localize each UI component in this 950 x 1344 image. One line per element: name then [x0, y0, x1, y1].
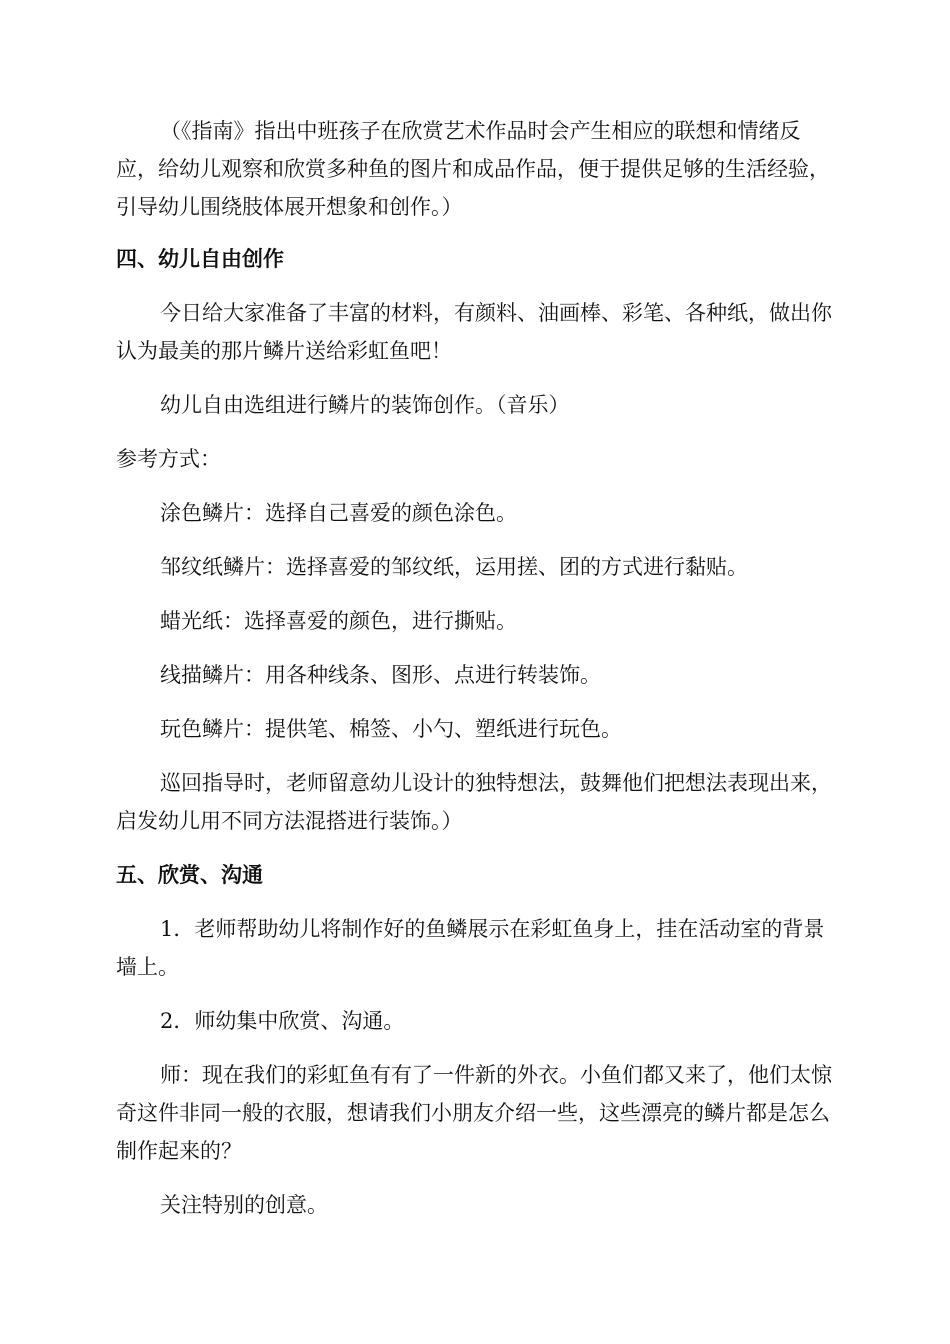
paragraph-teacher-dialogue: 师：现在我们的彩虹鱼有有了一件新的外衣。小鱼们都又来了，他们太惊奇这件非同一般的衣服，想请我们小朋友介绍一些，这些漂亮的鳞片都是怎么制作起来的？ — [116, 1063, 832, 1163]
list-item-crepe-paper-scales: 邹纹纸鳞片：选择喜爱的邹纹纸，运用搓、团的方式进行黏贴。 — [160, 555, 748, 579]
list-item-glossy-paper: 蜡光纸：选择喜爱的颜色，进行撕贴。 — [160, 609, 517, 633]
paragraph-free-grouping: 幼儿自由选组进行鳞片的装饰创作。（音乐） — [160, 393, 570, 417]
list-item-line-drawing-scales: 线描鳞片：用各种线条、图形、点进行转装饰。 — [160, 663, 601, 687]
section-heading-appreciation: 五、欣赏、沟通 — [116, 863, 263, 887]
list-item-coloring-scales: 涂色鳞片：选择自己喜爱的颜色涂色。 — [160, 501, 517, 525]
paragraph-guide-note: （《指南》指出中班孩子在欣赏艺术作品时会产生相应的联想和情绪反应，给幼儿观察和欣赏多种鱼的图片和成品作品，便于提供足够的生活经验，引导幼儿围绕肢体展开想象和创作。） — [116, 119, 830, 219]
paragraph-step-1: 1．老师帮助幼儿将制作好的鱼鳞展示在彩虹鱼身上，挂在活动室的背景墙上。 — [116, 917, 825, 979]
paragraph-guidance: 巡回指导时，老师留意幼儿设计的独特想法，鼓舞他们把想法表现出来，启发幼儿用不同方法混搭进行装饰。） — [116, 771, 832, 833]
paragraph-focus-creativity: 关注特别的创意。 — [160, 1193, 328, 1217]
paragraph-step-2: 2．师幼集中欣赏、沟通。 — [160, 1009, 405, 1033]
section-heading-free-creation: 四、幼儿自由创作 — [116, 247, 284, 271]
paragraph-materials: 今日给大家准备了丰富的材料，有颜料、油画棒、彩笔、各种纸，做出你认为最美的那片鳞片送给彩虹鱼吧！ — [116, 301, 832, 363]
paragraph-reference-methods: 参考方式： — [116, 447, 221, 471]
list-item-color-play-scales: 玩色鳞片：提供笔、棉签、小勺、塑纸进行玩色。 — [160, 717, 622, 741]
